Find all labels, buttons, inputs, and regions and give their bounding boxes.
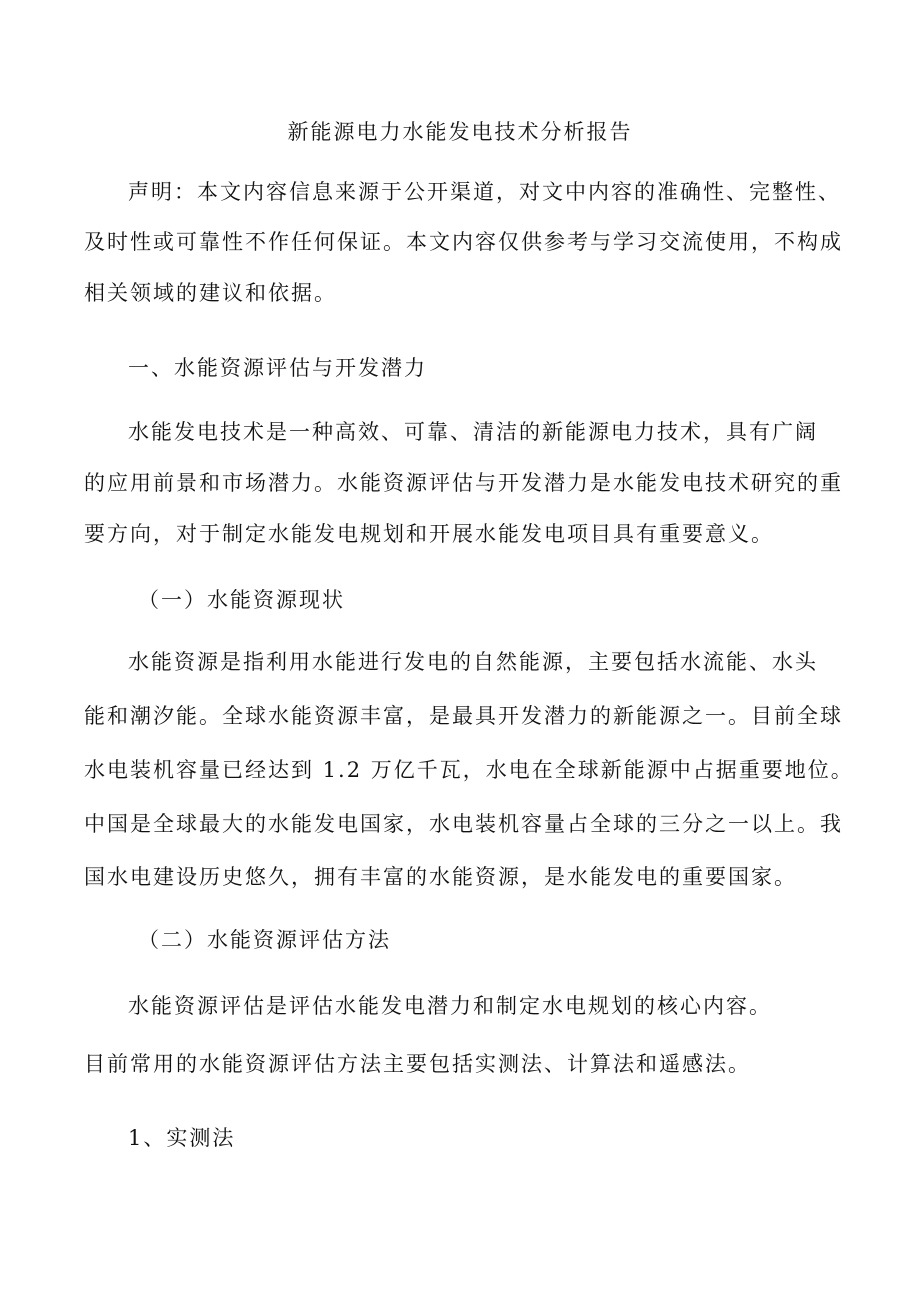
section-1-heading: 一、水能资源评估与开发潜力 — [128, 356, 427, 380]
disclaimer-line-1: 声明：本文内容信息来源于公开渠道，对文中内容的准确性、完整性、 — [128, 180, 841, 204]
document-title: 新能源电力水能发电技术分析报告 — [287, 120, 633, 144]
subsection-2-heading: （二）水能资源评估方法 — [138, 928, 391, 952]
disclaimer-line-2: 及时性或可靠性不作任何保证。本文内容仅供参考与学习交流使用，不构成 — [84, 230, 843, 254]
subsection-1-heading: （一）水能资源现状 — [138, 588, 345, 612]
section-1-paragraph-line-1: 水能发电技术是一种高效、可靠、清洁的新能源电力技术，具有广阔 — [128, 420, 818, 444]
subsection-2-item-1: 1、实测法 — [128, 1126, 236, 1150]
subsection-2-paragraph-line-1: 水能资源评估是评估水能发电潜力和制定水电规划的核心内容。 — [128, 994, 772, 1018]
subsection-1-paragraph-line-3: 水电装机容量已经达到 1.2 万亿千瓦，水电在全球新能源中占据重要地位。 — [84, 758, 854, 782]
subsection-1-paragraph-line-2: 能和潮汐能。全球水能资源丰富，是最具开发潜力的新能源之一。目前全球 — [84, 704, 843, 728]
section-1-paragraph-line-2: 的应用前景和市场潜力。水能资源评估与开发潜力是水能发电技术研究的重 — [84, 471, 843, 495]
subsection-1-paragraph-line-1: 水能资源是指利用水能进行发电的自然能源，主要包括水流能、水头 — [128, 650, 818, 674]
subsection-1-paragraph-line-4: 中国是全球最大的水能发电国家，水电装机容量占全球的三分之一以上。我 — [84, 812, 843, 836]
disclaimer-line-3: 相关领域的建议和依据。 — [84, 281, 337, 305]
subsection-1-paragraph-line-5: 国水电建设历史悠久，拥有丰富的水能资源，是水能发电的重要国家。 — [84, 865, 797, 889]
subsection-2-paragraph-line-2: 目前常用的水能资源评估方法主要包括实测法、计算法和遥感法。 — [84, 1052, 751, 1076]
section-1-paragraph-line-3: 要方向，对于制定水能发电规划和开展水能发电项目具有重要意义。 — [84, 522, 774, 546]
